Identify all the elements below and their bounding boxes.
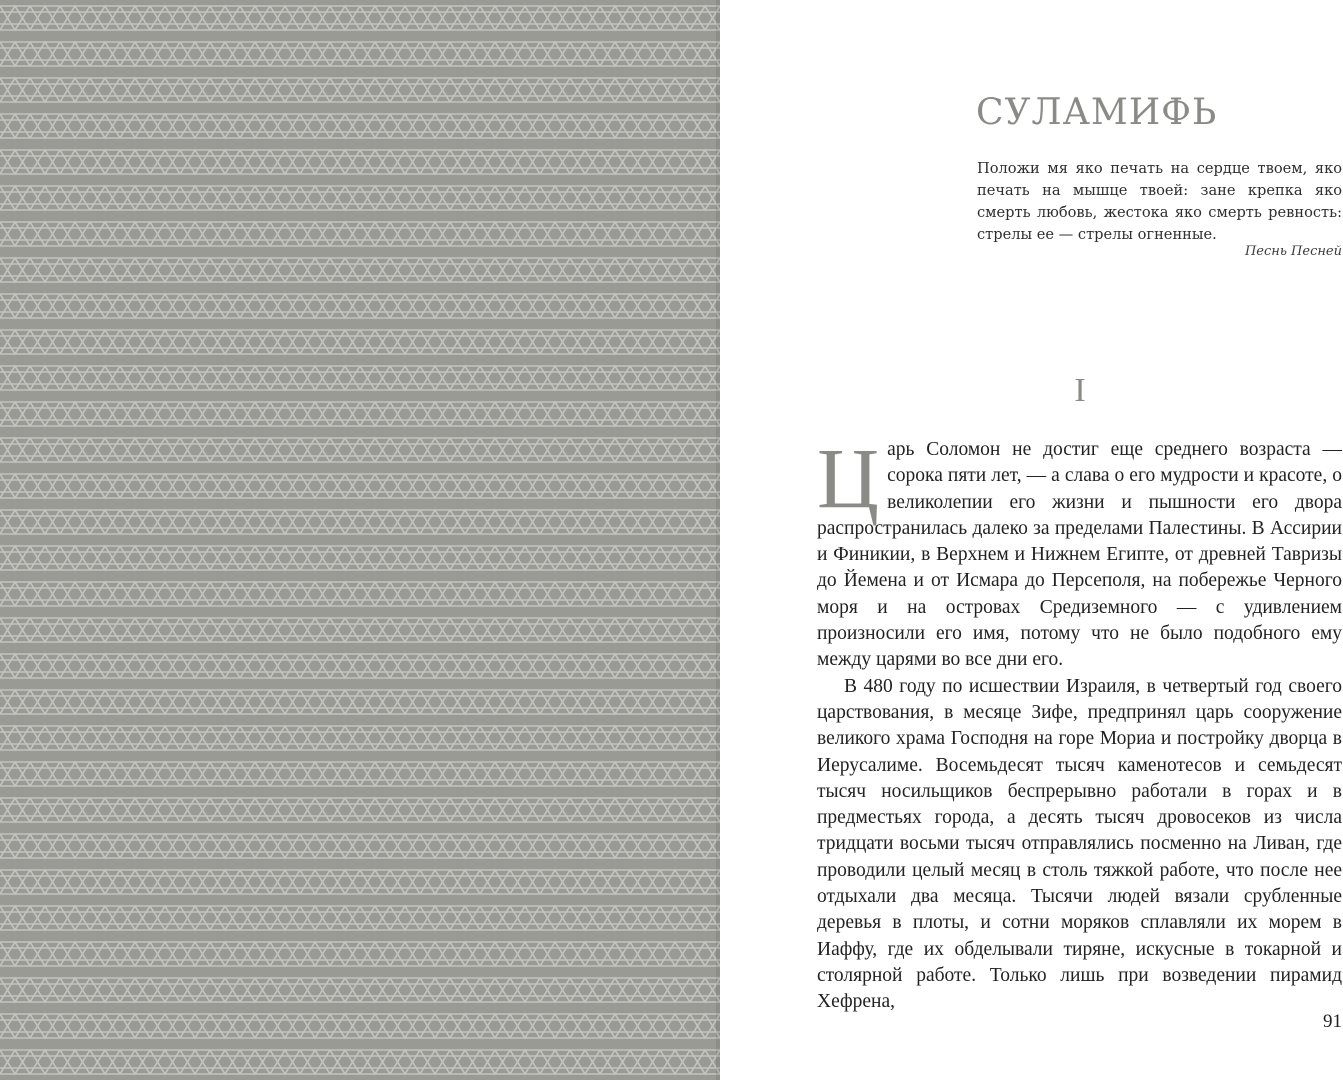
body-text [817,430,1342,1016]
chapter-title: СУЛАМИФЬ [976,92,1218,133]
paragraph-1-text: арь Соломон не достиг еще среднего возраста — сорока пяти лет, — а слава о его мудрости и красоте, о великолепии его жизни и пышности его двора распространилась далеко за пределами Палестины. В Ассирии и Финикии, в Верхнем и Нижнем Египте, от древней Тавризы до Йемена и от Исмара до Персеполя, на побережье Черного моря и на островах Средиземного — с удивлением произносили его имя, потому что не было подобного ему между царями во все дни его. [817,439,1342,671]
epigraph-text: Положи мя яко печать на сердце твоем, яко печать на мышце твоей: зане крепка яко смерть любовь, жестока яко смерть ревность: стрелы ее — стрелы огненные. [977,160,1342,243]
text-page [720,0,1343,1080]
drop-cap: Ц [817,430,880,526]
paragraph-1 [817,430,1342,674]
page-number: 91 [1323,1011,1342,1032]
paragraph-2: В 480 году по исшествии Израиля, в четвертый год своего царствования, в месяце Зифе, предпринял царь сооружение великого храма Господня на горе Мориа и постройку дворца в Иерусалиме. Восемьдесят тысяч каменотесов и семьдесят тысяч носильщиков беспрерывно работали в горах и в предместьях города, а десять тысяч дровосеков из числа тридцати восьми тысяч отправлялись посменно на Ливан, где проводили целый месяц в столь тяжкой работе, что после нее отдыхали два месяца. Тысячи людей вязали срубленные деревья в плоты, и сотни моряков сплавляли их морем в Иаффу, где их обделывали тиряне, искусные в токарной и столярной работе. Только лишь при возведении пирамид Хефрена, [817,675,1342,1013]
epigraph-source: Песнь Песней [1244,244,1342,259]
section-numeral: I [1074,372,1086,409]
